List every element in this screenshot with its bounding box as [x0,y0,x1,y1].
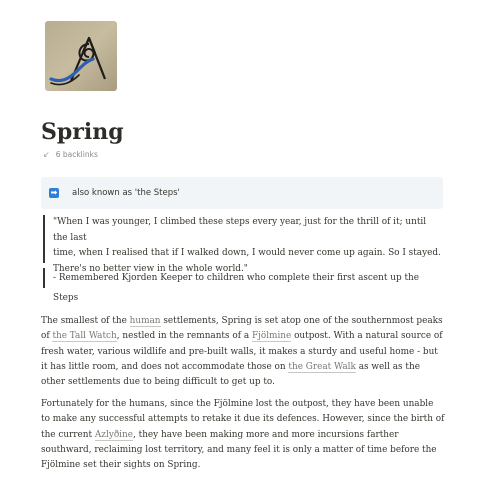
backlinks-label: 6 backlinks [55,150,98,159]
callout-text: also known as 'the Steps' [72,188,180,198]
attribution-text: - Remembered Kjorden Keeper to children who complete their first ascent up the Steps [53,273,419,303]
link-azlydine[interactable]: Azlyðine [94,429,133,440]
paragraph-text: settlements, Spring is set atop one of the southernmost peaks of [41,316,443,342]
link-tall-watch[interactable]: the Tall Watch [52,331,117,342]
arrow-down-left-icon: ↙ [43,149,50,159]
paragraph-text: as well as the other settlements due to being difficult to get up to. [41,361,420,388]
paragraph-text: Fortunately for the humans, since the Fjölmine lost the outpost, they have been unable to make any successful attempts to retake it due its defences. However, since the birth of the current [41,399,445,440]
paragraph-text: outpost. With a natural source of fresh water, various wildlife and pre-built walls, it makes a sturdy and useful home - but it has little room, and does not accommodate those on [41,331,443,372]
spring-emblem-icon [45,21,117,91]
body-paragraph [41,397,445,473]
backlinks-button[interactable] [43,150,98,159]
link-fjolmine[interactable]: Fjölmine [251,331,292,342]
quote-block [43,215,443,274]
body-paragraph [41,314,445,390]
page-icon[interactable] [45,21,117,91]
quote-line: time, when I realised that if I walked down, I would never come up again. So I stayed. [53,248,441,258]
link-human[interactable]: human [129,316,161,326]
paragraph-text: , nestled in the remnants of a [116,331,252,342]
quote-line: There's no better view in the whole world." [53,263,248,274]
link-great-walk[interactable]: the Great Walk [288,361,356,372]
callout [41,177,443,209]
paragraph-text: The smallest of the [41,316,130,326]
quote-attribution [43,268,443,303]
paragraph-text: , they have been making more and more incursions farther southward, reclaiming lost territory, and many feel it is only a matter of time before the Fjölmine set their sights on Spring. [41,429,437,471]
quote-line: "When I was younger, I climbed these steps every year, just for the thrill of it; until the last [53,217,427,243]
page-title: Spring [41,119,124,145]
arrow-right-icon: ➡ [50,188,58,197]
